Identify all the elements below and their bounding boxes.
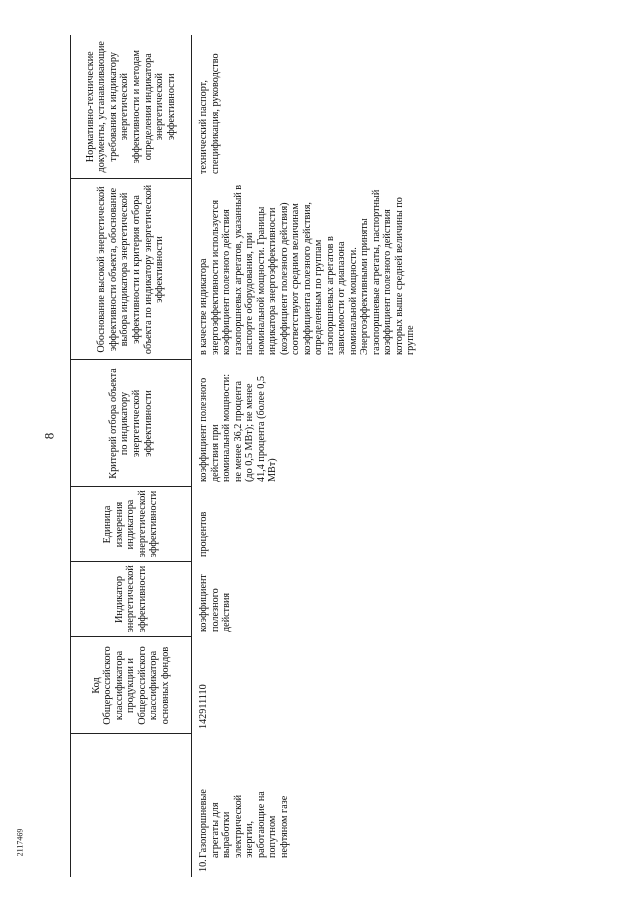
table-row [192, 35, 423, 877]
header-unit: Единица измерения индикатора энергетической эффективности [71, 487, 192, 562]
table-header-row [71, 35, 192, 877]
row-name-cell [192, 734, 423, 877]
header-criterion: Критерий отбора объекта по индикатору энергетической эффективности [71, 360, 192, 487]
row-code: 142911110 [198, 684, 209, 729]
rotated-page-content [70, 35, 575, 877]
header-documents: Нормативно-технические документы, устанавливающие требования к индикатору энергетической эффективности и методам определения индикатора энергетической эффективности [71, 35, 192, 179]
energy-efficiency-table [70, 35, 423, 877]
row-unit: процентов [198, 511, 209, 557]
page-number: 8 [41, 432, 57, 440]
header-empty [71, 734, 192, 877]
document-id: 2117469 [15, 828, 25, 857]
header-indicator: Индикатор энергетической эффективности [71, 562, 192, 637]
row-number: 10. [198, 859, 209, 872]
row-name: Газопоршневые агрегаты для выработки электрической энергии, работающие на попутном нефтяном газе [198, 789, 290, 858]
row-criterion: коэффициент полезного действия при номинальной мощности: не менее 36,2 процента (до 0,5 МВт); не менее 41,4 процента (более 0,5 МВт) [198, 373, 279, 482]
row-documents: технический паспорт, спецификация, руководство [198, 53, 221, 174]
header-code: Код Общероссийского классификатора продукции и Общероссийского классификатора основных фондов [71, 637, 192, 734]
row-indicator: коэффициент полезного действия [198, 574, 233, 632]
row-justification: в качестве индикатора энергоэффективности используется коэффициент полезного действия газопоршневых агрегатов, указанный в паспорте оборудования, при номинальной мощности. Границы индикатора энергоэффективности (коэффициент полезного действия) соответствуют средним величинам коэффициента полезного действия, определенным по группам газопоршневых агрегатов в зависимости от диапазона номинальной мощности. Энергоэффективными приняты газопоршневые агрегаты, паспортный коэффициент полезного действия которых выше средней величины по группе [198, 184, 417, 355]
header-justification: Обоснование высокой энергетической эффективности объекта, обоснование выбора индикатора энергетической эффективности и критерия отбора объекта по индикатору энергетической эффективности [71, 179, 192, 360]
